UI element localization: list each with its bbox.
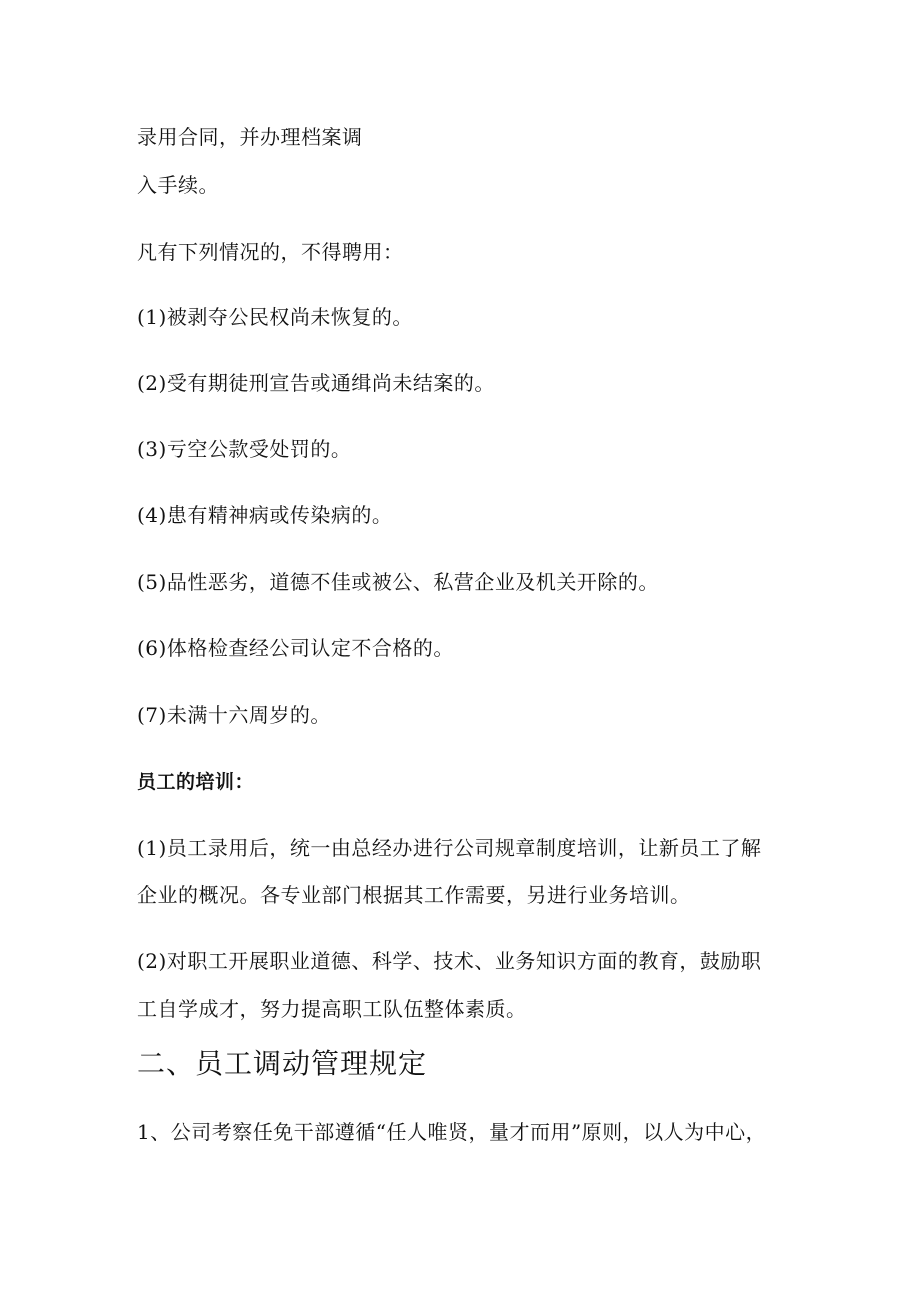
training-item-2-line-2: 工自学成才，努力提高职工队伍整体素质。: [137, 997, 527, 1021]
disqualify-item-6: (6)体格检查经公司认定不合格的。: [137, 636, 454, 660]
disqualify-item-3: (3)亏空公款受处罚的。: [137, 437, 352, 461]
disqualify-item-7: (7)未满十六周岁的。: [137, 703, 331, 727]
training-title: 员工的培训：: [137, 771, 255, 793]
section-2-heading: 二、员工调动管理规定: [137, 1047, 428, 1080]
intro-line-1: 录用合同，并办理档案调: [137, 125, 363, 149]
disqualify-title: 凡有下列情况的，不得聘用：: [137, 240, 404, 264]
training-item-1-line-2: 企业的概况。各专业部门根据其工作需要，另进行业务培训。: [137, 883, 691, 907]
training-item-2-line-1: (2)对职工开展职业道德、科学、技术、业务知识方面的教育，鼓励职: [137, 949, 762, 973]
disqualify-item-5: (5)品性恶劣，道德不佳或被公、私营企业及机关开除的。: [137, 570, 659, 594]
disqualify-item-2: (2)受有期徒刑宣告或通缉尚未结案的。: [137, 371, 495, 395]
section-2-para-1: 1、公司考察任免干部遵循“任人唯贤，量才而用”原则，以人为中心，: [137, 1120, 767, 1144]
disqualify-item-4: (4)患有精神病或传染病的。: [137, 503, 393, 527]
intro-line-2: 入手续。: [137, 173, 219, 197]
training-item-1-line-1: (1)员工录用后，统一由总经办进行公司规章制度培训，让新员工了解: [137, 836, 762, 860]
disqualify-item-1: (1)被剥夺公民权尚未恢复的。: [137, 305, 413, 329]
